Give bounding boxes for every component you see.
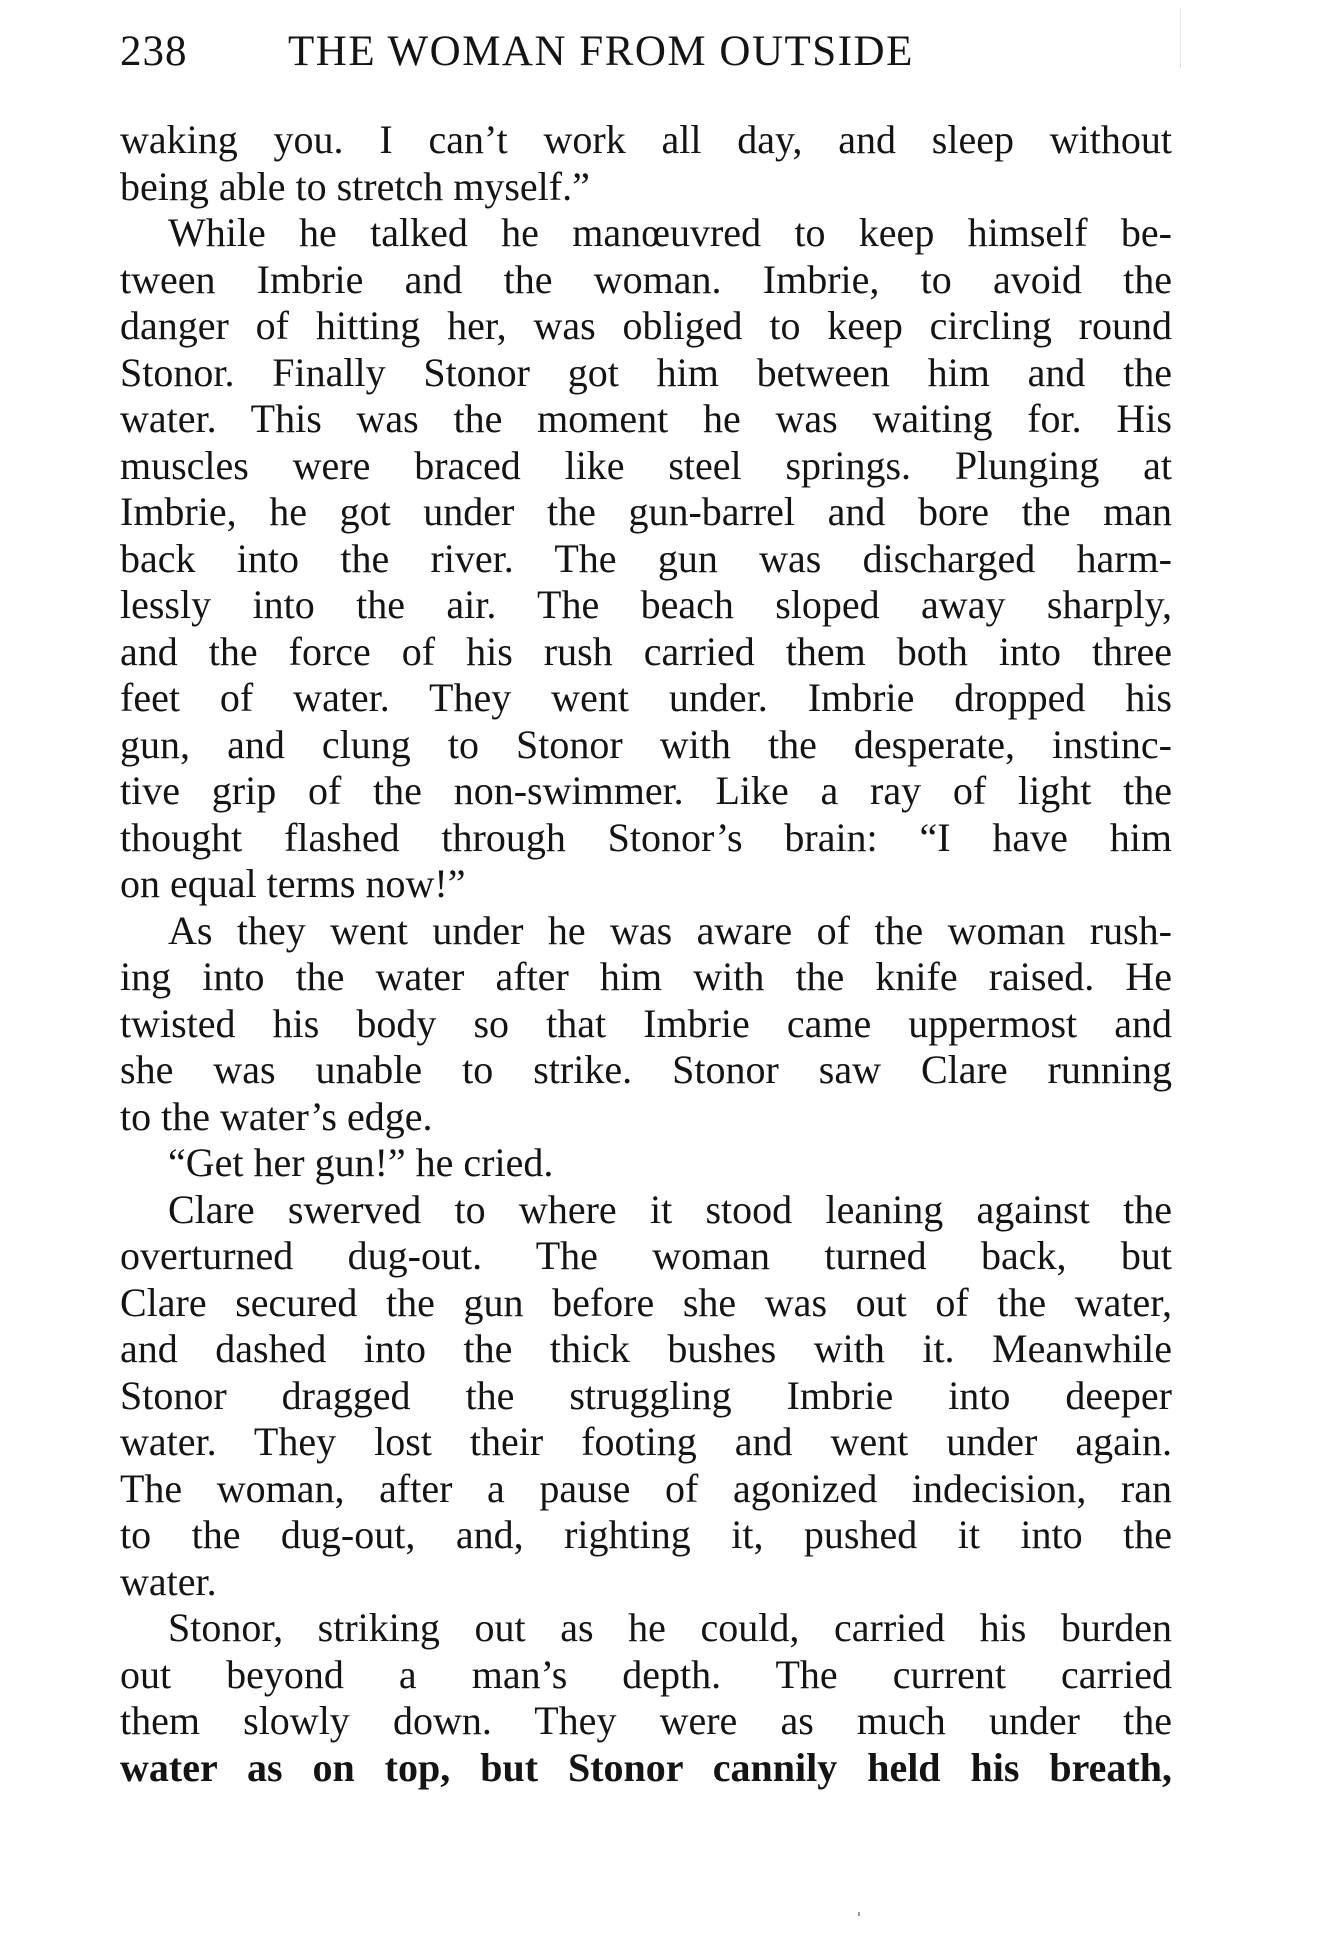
text-line: Clare swerved to where it stood leaning against the — [168, 1186, 1172, 1232]
text-line: Stonor. Finally Stonor got him between him and the — [120, 349, 1172, 395]
text-line: Clare secured the gun before she was out of the water, — [120, 1279, 1172, 1325]
text-line: danger of hitting her, was obliged to keep circling round — [120, 303, 1172, 348]
body-text — [120, 117, 1172, 1791]
text-line: them slowly down. They were as much under the — [120, 1698, 1172, 1743]
text-line: “Get her gun!” he cried. — [168, 1140, 554, 1185]
text-line: As they went under he was aware of the woman rush- — [168, 907, 1172, 953]
scan-edge-mark — [1180, 8, 1181, 68]
text-line: twisted his body so that Imbrie came uppermost and — [120, 1000, 1172, 1046]
text-line: feet of water. They went under. Imbrie dropped his — [120, 675, 1172, 720]
text-line: on equal terms now!” — [120, 861, 466, 906]
page-number: 238 — [120, 28, 188, 75]
text-line: lessly into the air. The beach sloped away sharply, — [120, 582, 1172, 627]
text-line: Stonor, striking out as he could, carried his burden — [168, 1605, 1172, 1650]
text-line: While he talked he manœuvred to keep himself be- — [168, 210, 1172, 255]
text-line: The woman, after a pause of agonized indecision, ran — [120, 1465, 1172, 1511]
text-line: ing into the water after him with the knife raised. He — [120, 954, 1172, 999]
text-line: out beyond a man’s depth. The current carried — [120, 1651, 1172, 1697]
text-line: water as on top, but Stonor cannily held his breath, — [120, 1744, 1172, 1790]
text-line: water. — [120, 1558, 217, 1604]
text-line: to the dug-out, and, righting it, pushed it into the — [120, 1512, 1172, 1557]
text-line: back into the river. The gun was discharged harm- — [120, 535, 1172, 581]
text-line: water. They lost their footing and went under again. — [120, 1419, 1172, 1464]
text-line: overturned dug-out. The woman turned back, but — [120, 1233, 1172, 1278]
running-head — [120, 22, 1180, 82]
scan-speck — [858, 1912, 860, 1916]
text-line: and dashed into the thick bushes with it. Meanwhile — [120, 1326, 1172, 1371]
text-line: tive grip of the non-swimmer. Like a ray of light the — [120, 768, 1172, 813]
text-line: Stonor dragged the struggling Imbrie into deeper — [120, 1372, 1172, 1418]
text-line: being able to stretch myself.” — [120, 163, 590, 209]
text-line: gun, and clung to Stonor with the desperate, instinc- — [120, 721, 1172, 767]
book-title: THE WOMAN FROM OUTSIDE — [288, 28, 914, 75]
text-line: thought flashed through Stonor’s brain: “I have him — [120, 814, 1172, 860]
text-line: tween Imbrie and the woman. Imbrie, to avoid the — [120, 256, 1172, 302]
text-line: water. This was the moment he was waiting for. His — [120, 396, 1172, 441]
text-line: muscles were braced like steel springs. Plunging at — [120, 442, 1172, 488]
text-line: Imbrie, he got under the gun-barrel and bore the man — [120, 489, 1172, 534]
text-line: to the water’s edge. — [120, 1093, 433, 1139]
text-line: and the force of his rush carried them both into three — [120, 628, 1172, 674]
text-line: she was unable to strike. Stonor saw Clare running — [120, 1047, 1172, 1092]
text-line: waking you. I can’t work all day, and sleep without — [120, 117, 1172, 162]
